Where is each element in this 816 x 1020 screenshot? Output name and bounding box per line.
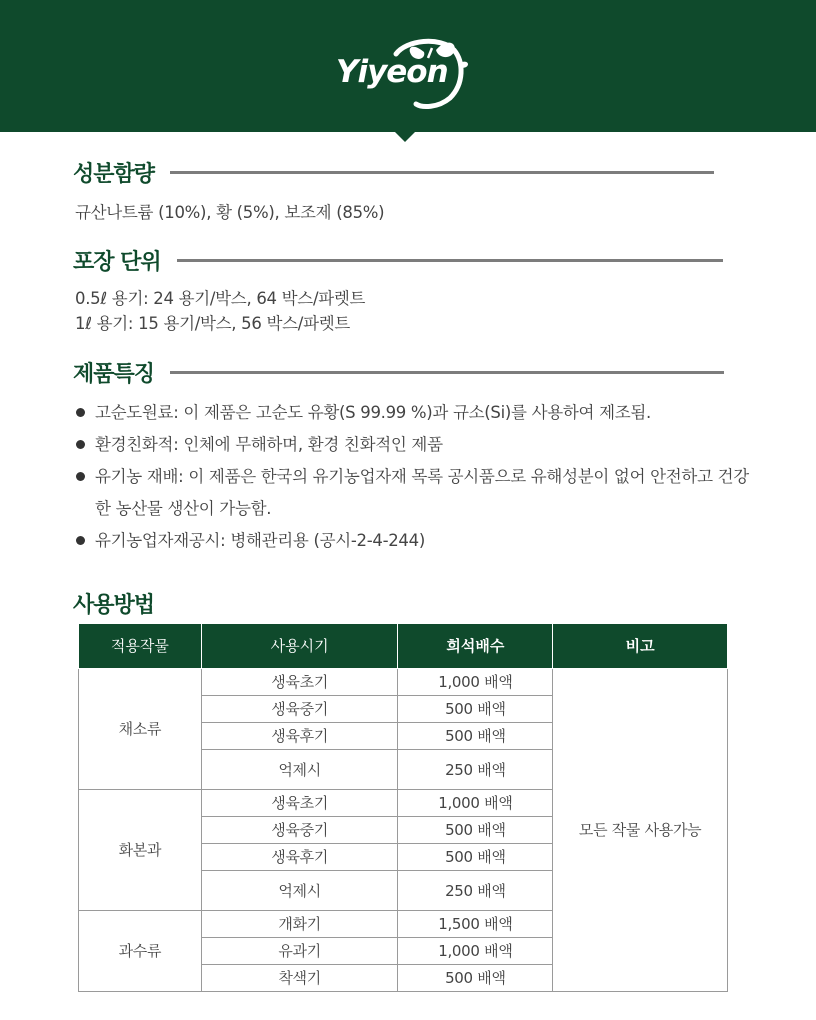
list-item: 유기농 재배: 이 제품은 한국의 유기농업자재 목록 공시품으로 유해성분이 없어 안전하고 건강한 농산물 생산이 가능함. [75,461,755,525]
dilution-cell: 500 배액 [398,722,553,749]
list-item: 환경친화적: 인체에 무해하며, 환경 친화적인 제품 [75,429,755,461]
ingredients-title: 성분함량 [73,162,155,187]
crop-cell: 과수류 [79,910,202,991]
packaging-line: 0.5ℓ 용기: 24 용기/박스, 64 박스/파렛트 [75,289,366,308]
usage-title: 사용방법 [73,593,155,618]
features-title: 제품특징 [73,362,155,387]
column-header: 희석배수 [398,624,553,668]
column-header: 사용시기 [201,624,398,668]
column-header: 비고 [553,624,728,668]
packaging-heading [73,245,723,276]
crop-cell: 채소류 [79,668,202,789]
table-row [79,668,728,695]
packaging-title: 포장 단위 [73,250,161,275]
usage-heading [73,588,154,619]
column-header: 적용작물 [79,624,202,668]
dilution-cell: 500 배액 [398,695,553,722]
dilution-cell: 500 배액 [398,964,553,991]
header-banner [0,0,816,132]
usage-table [78,624,728,992]
section-divider [177,259,723,262]
period-cell: 생육후기 [201,722,398,749]
period-cell: 억제시 [201,749,398,789]
dilution-cell: 1,000 배액 [398,937,553,964]
list-item: 고순도원료: 이 제품은 고순도 유황(S 99.99 %)과 규소(Si)를 사용하여 제조됨. [75,397,755,429]
period-cell: 생육후기 [201,843,398,870]
dilution-cell: 1,500 배액 [398,910,553,937]
dilution-cell: 500 배액 [398,816,553,843]
brand-logo [332,36,482,112]
brand-name: Yiyeon [336,54,448,90]
table-header-row [79,624,728,668]
period-cell: 생육중기 [201,695,398,722]
ingredients-text: 규산나트륨 (10%), 황 (5%), 보조제 (85%) [75,203,385,222]
dilution-cell: 500 배액 [398,843,553,870]
period-cell: 유과기 [201,937,398,964]
header-notch [394,131,416,142]
period-cell: 개화기 [201,910,398,937]
section-divider [170,171,714,174]
crop-cell: 화본과 [79,789,202,910]
features-list [75,397,755,557]
dilution-cell: 250 배액 [398,870,553,910]
ingredients-heading [73,157,714,188]
note-cell: 모든 작물 사용가능 [553,668,728,991]
dilution-cell: 1,000 배액 [398,668,553,695]
features-heading [73,357,724,388]
packaging-line: 1ℓ 용기: 15 용기/박스, 56 박스/파렛트 [75,314,350,333]
period-cell: 생육초기 [201,789,398,816]
period-cell: 생육초기 [201,668,398,695]
period-cell: 생육중기 [201,816,398,843]
period-cell: 착색기 [201,964,398,991]
section-divider [170,371,724,374]
dilution-cell: 1,000 배액 [398,789,553,816]
period-cell: 억제시 [201,870,398,910]
list-item: 유기농업자재공시: 병해관리용 (공시-2-4-244) [75,525,755,557]
dilution-cell: 250 배액 [398,749,553,789]
